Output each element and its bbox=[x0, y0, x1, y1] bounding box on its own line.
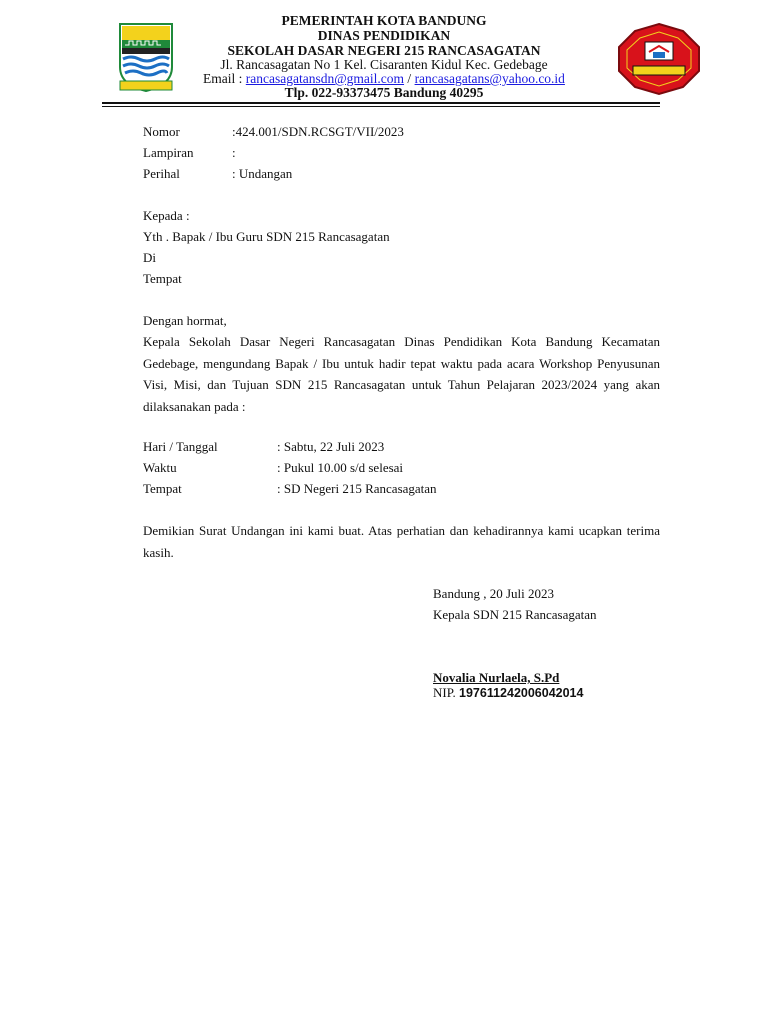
lampiran-label: Lampiran bbox=[143, 145, 194, 160]
event-hari-label: Hari / Tanggal bbox=[143, 439, 218, 454]
body-paragraph: Kepala Sekolah Dasar Negeri Rancasagatan Dinas Pendidikan Kota Bandung Kecamatan Gedebage, mengundang Bapak / Ibu untuk hadir tepat waktu pada acara Workshop Penyusunan Visi, Misi, dan Tujuan SDN 215 Rancasagatan untuk Tahun Pelajaran 2023/2024 yang akan dilaksanakan pada : bbox=[143, 334, 660, 414]
kop-phone: Tlp. 022-93373475 Bandung 40295 bbox=[284, 85, 484, 100]
nip-label: NIP. bbox=[433, 685, 460, 700]
perihal-value: : Undangan bbox=[232, 166, 293, 181]
signature-nip bbox=[433, 685, 583, 701]
kop-line-government: PEMERINTAH KOTA BANDUNG bbox=[281, 13, 487, 28]
email-link-yahoo[interactable]: rancasagatans@yahoo.co.id bbox=[414, 71, 565, 86]
event-hari-value: : Sabtu, 22 Juli 2023 bbox=[277, 439, 385, 454]
recipient-yth: Yth . Bapak / Ibu Guru SDN 215 Rancasagatan bbox=[143, 229, 390, 244]
recipient-tempat: Tempat bbox=[143, 271, 182, 286]
kop-line-department: DINAS PENDIDIKAN bbox=[317, 28, 451, 43]
signature-name: Novalia Nurlaela, S.Pd bbox=[433, 670, 560, 685]
nip-value: 197611242006042014 bbox=[459, 686, 584, 700]
email-label: Email : bbox=[203, 71, 246, 86]
perihal-label: Perihal bbox=[143, 166, 180, 181]
greeting: Dengan hormat, bbox=[143, 313, 227, 328]
recipient-kepada: Kepada : bbox=[143, 208, 190, 223]
kop-address: Jl. Rancasagatan No 1 Kel. Cisaranten Kidul Kec. Gedebage bbox=[220, 57, 548, 72]
nomor-label: Nomor bbox=[143, 124, 180, 139]
closing-paragraph: Demikian Surat Undangan ini kami buat. Atas perhatian dan kehadirannya kami ucapkan terima kasih. bbox=[143, 523, 660, 560]
event-tempat-label: Tempat bbox=[143, 481, 182, 496]
event-waktu-value: : Pukul 10.00 s/d selesai bbox=[277, 460, 404, 475]
signature-place-date: Bandung , 20 Juli 2023 bbox=[433, 586, 554, 601]
lampiran-value: : bbox=[232, 145, 236, 160]
letterhead-divider-thin bbox=[102, 106, 660, 107]
recipient-di: Di bbox=[143, 250, 156, 265]
nomor-value: :424.001/SDN.RCSGT/VII/2023 bbox=[232, 124, 404, 139]
event-tempat-value: : SD Negeri 215 Rancasagatan bbox=[277, 481, 437, 496]
letterhead-divider-thick bbox=[102, 102, 660, 104]
signature-position: Kepala SDN 215 Rancasagatan bbox=[433, 607, 597, 622]
kop-line-school: SEKOLAH DASAR NEGERI 215 RANCASAGATAN bbox=[227, 43, 541, 58]
email-link-gmail[interactable]: rancasagatansdn@gmail.com bbox=[245, 71, 405, 86]
event-waktu-label: Waktu bbox=[143, 460, 177, 475]
email-separator: / bbox=[404, 71, 415, 86]
